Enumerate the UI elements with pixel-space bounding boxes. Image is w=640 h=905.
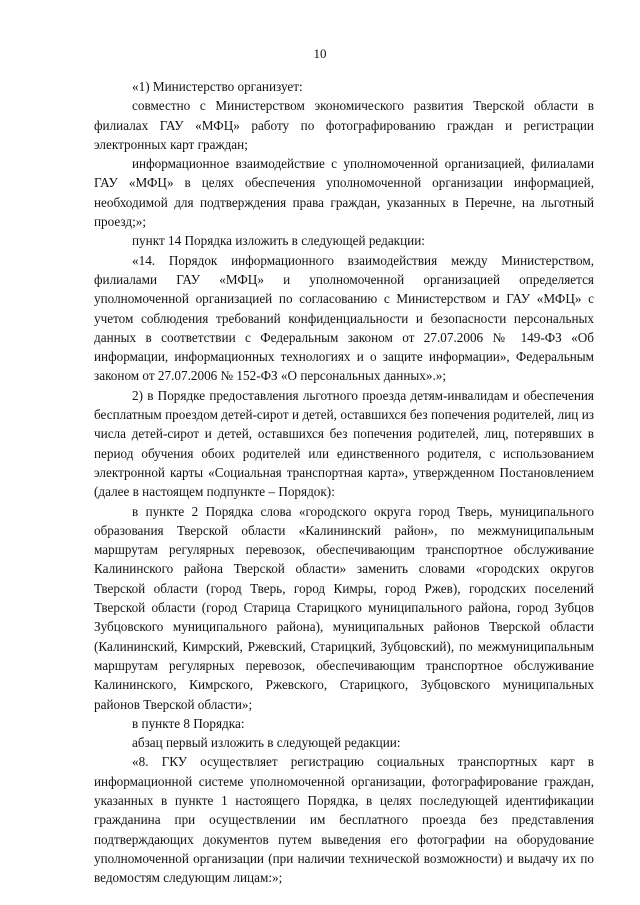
- document-body: [94, 77, 594, 887]
- paragraph-photographing: совместно с Министерством экономического развития Тверской области в филиалах ГАУ «МФЦ» работу по фотографированию граждан и регистрации электронных карт граждан;: [94, 98, 594, 152]
- paragraph-first-abzac: абзац первый изложить в следующей редакции:: [132, 735, 401, 751]
- page-number: 10: [313, 46, 327, 61]
- paragraph-point-8-text: «8. ГКУ осуществляет регистрацию социальных транспортных карт в информационной системе уполномоченной организации, фотографирование граждан, указанных в пункте 1 настоящего Порядка, в целях последующей идентификации гражданина при осуществлении им бесплатного проезда без представления подтверждающих документов путем выведения его фотографии на оборудование уполномоченной организации (при наличии технической возможности) и выдачу их по ведомостям следующим лицам:»;: [94, 754, 594, 886]
- paragraph-point-8-intro: в пункте 8 Порядка:: [132, 715, 245, 731]
- paragraph-point-14-text: «14. Порядок информационного взаимодействия между Министерством, филиалами ГАУ «МФЦ» и уполномоченной организацией определяется уполномоченной организацией по согласованию с Министерством и ГАУ «МФЦ» с учетом соблюдения требований конфиденциальности и безопасности персональных данных в соответствии с Федеральным законом от 27.07.2006 № 149-ФЗ «Об информации, информационных технологиях и о защите информации», Федеральным законом от 27.07.2006 № 152-ФЗ «О персональных данных».»;: [94, 252, 594, 384]
- paragraph-information-exchange: информационное взаимодействие с уполномоченной организацией, филиалами ГАУ «МФЦ» в целях обеспечения уполномоченной организации информацией, необходимой для подтверждения права граждан, указанных в Перечне, на льготный проезд;»;: [94, 156, 594, 230]
- paragraph-point-14-intro: пункт 14 Порядка изложить в следующей редакции:: [132, 233, 425, 249]
- paragraph-point-2-replacement: в пункте 2 Порядка слова «городского округа город Тверь, муниципального образования Тверской области «Калининский район», по межмуниципальным маршрутам регулярных перевозок, обеспечивающим транспортное обслуживание Калининского района Тверской области» заменить словами «городских округов Тверской области (город Тверь, город Кимры, город Ржев), городских поселений Тверской области (город Старица Старицкого муниципального района, город Зубцов Зубцовского муниципального района), муниципальных районов Тверской области (Калининский, Кимрский, Ржевский, Старицкий, Зубцовский), по межмуниципальным маршрутам регулярных перевозок, обеспечивающим транспортное обслуживание Калининского, Кимрского, Ржевского, Старицкого, Зубцовского муниципальных районов Тверской области»;: [94, 503, 594, 712]
- paragraph-subsection-2: 2) в Порядке предоставления льготного проезда детям-инвалидам и обеспечения бесплатным проездом детей-сирот и детей, оставшихся без попечения родителей, лиц из числа детей-сирот и детей, оставшихся без попечения родителей, лиц, потерявших в период обучения обоих родителей или единственного родителя, с использованием электронной карты «Социальная транспортная карта», утвержденном Постановлением (далее в настоящем подпункте – Порядок):: [94, 387, 594, 500]
- paragraph-ministry-organizes: «1) Министерство организует:: [132, 79, 303, 94]
